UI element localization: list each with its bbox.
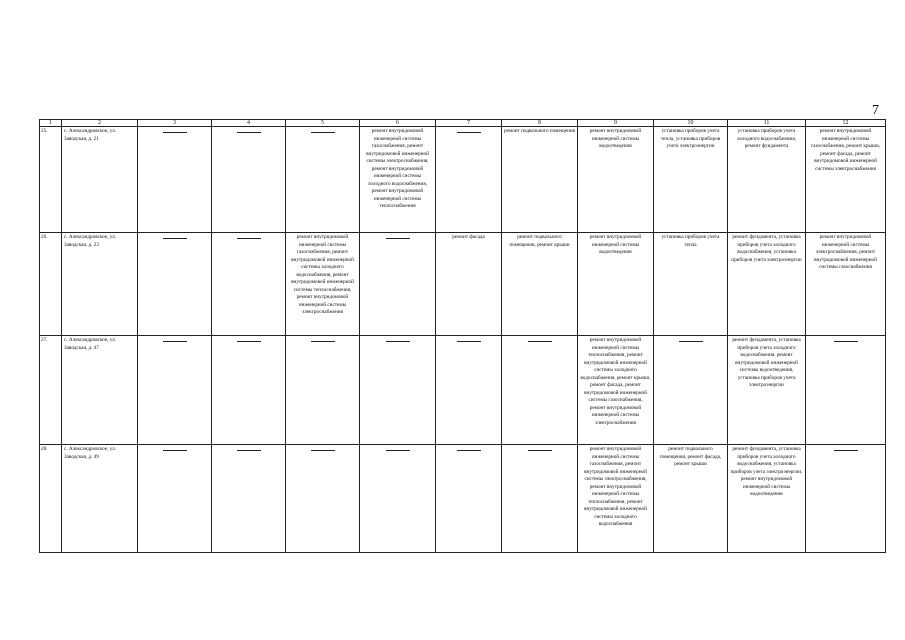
work-description: установка приборов учета тепла, установка приборов учета электроэнергии [660, 128, 721, 149]
work-cell [502, 233, 578, 336]
row-number: 25. [40, 127, 62, 233]
row-number: 28. [40, 445, 62, 553]
work-cell [502, 127, 578, 233]
empty-cell [436, 445, 502, 553]
empty-cell [138, 127, 212, 233]
empty-cell [360, 336, 436, 445]
work-description: ремонт фундамента, установка приборов учета холодного водоснабжения, установка приборов учета электроэнергии [731, 234, 802, 263]
column-number: 12 [806, 120, 886, 127]
work-description: ремонт фасада [452, 234, 485, 240]
work-cell [728, 233, 806, 336]
work-description: ремонт фундамента, установка приборов учета холодного водоснабжения, установка приборов учета электроэнергии, ремонт внутридомовой инженерной системы водоотведения [730, 446, 803, 497]
column-number: 4 [212, 120, 286, 127]
empty-cell [502, 445, 578, 553]
empty-cell [138, 445, 212, 553]
work-description: установка приборов учета холодного водоснабжения, ремонт фундамента [736, 128, 797, 149]
dash-mark [163, 132, 187, 133]
dash-mark [834, 341, 858, 342]
dash-mark [834, 450, 858, 451]
address-cell: с. Александровское, ул. Заводская, д. 49 [62, 445, 138, 553]
empty-cell [806, 336, 886, 445]
work-description: ремонт подвального помещения, ремонт крыши [509, 234, 570, 248]
work-cell [654, 233, 728, 336]
empty-cell [138, 233, 212, 336]
work-cell [436, 233, 502, 336]
work-description: ремонт внутридомовой инженерной системы теплоснабжения, ремонт внутридомовой инженерной системы холодного водоснабжения, ремонт крыши, ремонт фасада, ремонт внутридомовой инженерной системы газоснабжения, ремонт внутридомовой инженерной системы электроснабжения [580, 337, 651, 426]
dash-mark [679, 341, 703, 342]
work-description: ремонт внутридомовой инженерной системы газоснабжения, ремонт внутридомовой инженерной системы электроснабжения, ремонт внутридомовой инженерной системы холодного водоснабжения, ремонт внутридомовой инженерной системы теплоснабжения [366, 128, 429, 209]
page-number: 7 [872, 103, 879, 118]
work-description: ремонт фундамента, установка приборов учета холодного водоснабжения, ремонт внутридомовой инженерной системы водоотведения, установка приборов учета электроэнергии [732, 337, 801, 388]
column-number: 5 [286, 120, 360, 127]
work-description: ремонт внутридомовой инженерной системы газоснабжения, ремонт крыши, ремонт фасада, ремонт внутридомовой инженерной системы электроснабжения [810, 128, 881, 172]
empty-cell [212, 445, 286, 553]
column-number: 6 [360, 120, 436, 127]
work-description: ремонт внутридомовой инженерной системы электроснабжения, ремонт внутридомовой инженерной системы газоснабжения [814, 234, 877, 270]
work-cell [578, 445, 654, 553]
work-description: ремонт подвального помещения, ремонт фасада, ремонт крыши [659, 446, 722, 467]
table-row [40, 445, 886, 553]
column-number: 9 [578, 120, 654, 127]
empty-cell [806, 445, 886, 553]
dash-mark [457, 132, 481, 133]
dash-mark [311, 450, 335, 451]
work-cell [578, 336, 654, 445]
work-cell [654, 445, 728, 553]
work-cell [578, 233, 654, 336]
work-cell [806, 127, 886, 233]
empty-cell [360, 233, 436, 336]
work-cell [654, 127, 728, 233]
work-cell [578, 127, 654, 233]
column-number: 8 [502, 120, 578, 127]
work-cell [728, 336, 806, 445]
work-schedule-table [39, 119, 886, 553]
dash-mark [237, 132, 261, 133]
dash-mark [311, 341, 335, 342]
row-number: 27. [40, 336, 62, 445]
empty-cell [436, 336, 502, 445]
dash-mark [386, 341, 410, 342]
column-number: 1 [40, 120, 62, 127]
dash-mark [237, 238, 261, 239]
empty-cell [212, 233, 286, 336]
dash-mark [311, 132, 335, 133]
empty-cell [286, 445, 360, 553]
empty-cell [212, 127, 286, 233]
dash-mark [163, 450, 187, 451]
work-description: ремонт внутридомовой инженерной системы водоотведения [589, 234, 642, 255]
work-description: ремонт внутридомовой инженерной системы газоснабжения, ремонт внутридомовой инженерной системы электроснабжения, ремонт внутридомовой инженерной системы теплоснабжения, ремонт внутридомовой инженерной системы холодного водоснабжения [584, 446, 647, 527]
work-cell [286, 233, 360, 336]
column-number: 7 [436, 120, 502, 127]
column-number-row [40, 120, 886, 127]
address-cell: с. Александровское, ул. Заводская, д. 23 [62, 233, 138, 336]
empty-cell [360, 445, 436, 553]
column-number: 11 [728, 120, 806, 127]
dash-mark [237, 450, 261, 451]
work-description: ремонт внутридомовой инженерной системы водоотведения [589, 128, 642, 149]
dash-mark [457, 450, 481, 451]
dash-mark [237, 341, 261, 342]
address-cell: с. Александровское, ул. Заводская, д. 47 [62, 336, 138, 445]
empty-cell [286, 336, 360, 445]
column-number: 10 [654, 120, 728, 127]
empty-cell [654, 336, 728, 445]
table-row [40, 233, 886, 336]
dash-mark [163, 341, 187, 342]
empty-cell [212, 336, 286, 445]
dash-mark [386, 450, 410, 451]
table-row [40, 127, 886, 233]
empty-cell [286, 127, 360, 233]
work-description: ремонт подвального помещения [504, 128, 576, 134]
dash-mark [528, 450, 552, 451]
table-row [40, 336, 886, 445]
address-cell: с. Александровское, ул. Заводская, д. 21 [62, 127, 138, 233]
work-cell [728, 445, 806, 553]
empty-cell [138, 336, 212, 445]
work-cell [728, 127, 806, 233]
work-cell [806, 233, 886, 336]
dash-mark [163, 238, 187, 239]
work-description: установка приборов учета тепла [661, 234, 720, 248]
column-number: 3 [138, 120, 212, 127]
dash-mark [386, 238, 410, 239]
dash-mark [457, 341, 481, 342]
row-number: 26. [40, 233, 62, 336]
work-description: ремонт внутридомовой инженерной системы газоснабжения, ремонт внутридомовой инженерной системы холодного водоснабжения, ремонт внутридомовой инженерной системы теплоснабжения, ремонт внутридомовой инженерной системы электроснабжения [291, 234, 354, 315]
dash-mark [528, 341, 552, 342]
column-number: 2 [62, 120, 138, 127]
empty-cell [502, 336, 578, 445]
work-cell [360, 127, 436, 233]
empty-cell [436, 127, 502, 233]
